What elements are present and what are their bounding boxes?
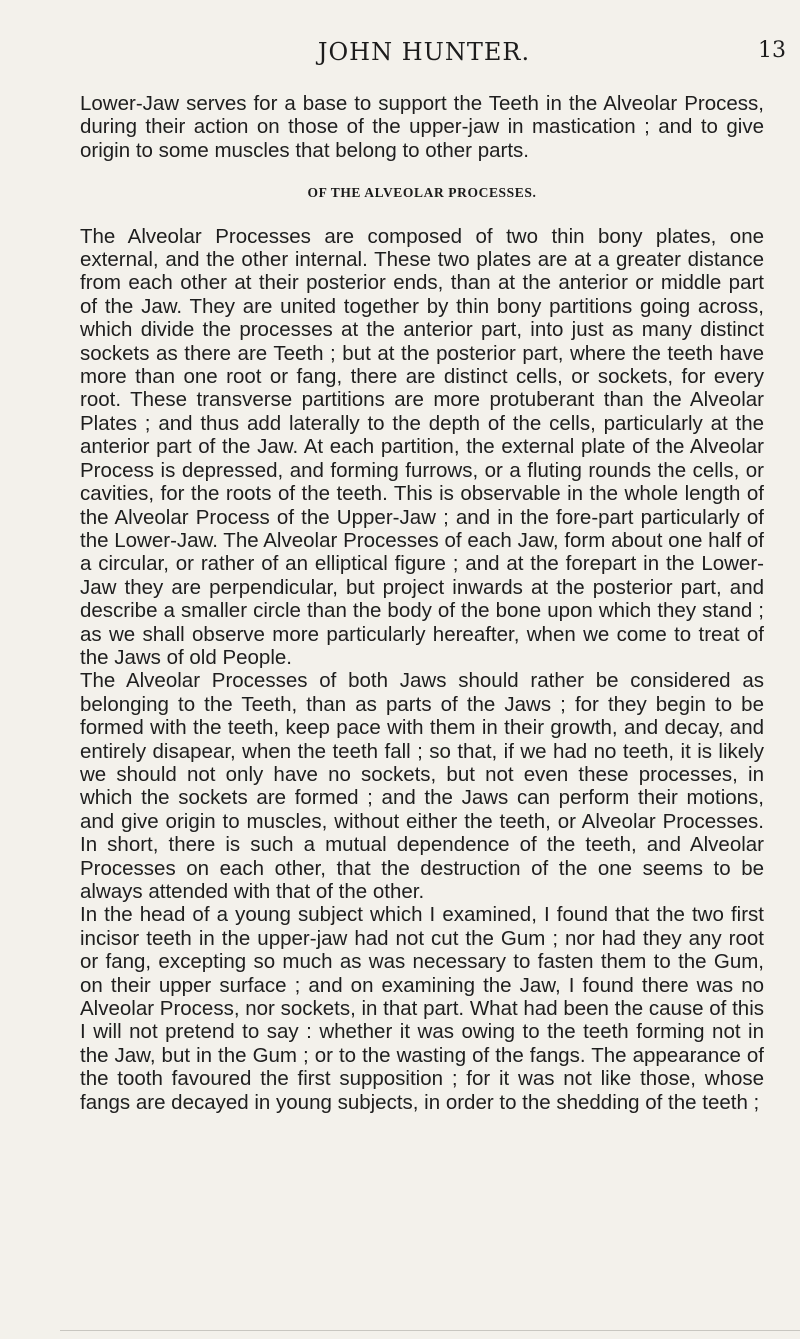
running-title: JOHN HUNTER. [317, 38, 531, 66]
body-text [80, 92, 764, 1114]
paragraph-young-subject: In the head of a young subject which I examined, I found that the two first incisor teeth in the upper-jaw had not cut the Gum ; nor had they any root or fang, excepting so much as was necessary to fasten them to the Gum, on their upper surface ; and on examining the Jaw, I found there was no Alveolar Process, nor sockets, in that part. What had been the cause of this I will not pretend to say : whether it was owing to the teeth forming not in the Jaw, but in the Gum ; or to the wasting of the fangs. The appearance of the tooth favoured the first supposition ; for it was not like those, whose fangs are decayed in young subjects, in order to the shedding of the teeth ; [80, 903, 764, 1114]
page-bottom-edge [60, 1330, 800, 1331]
page-number: 13 [758, 38, 786, 63]
paragraph-alveolar-structure: The Alveolar Processes are composed of two thin bony plates, one external, and the other internal. These two plates are at a greater distance from each other at their posterior ends, than at the anterior or middle part of the Jaw. They are united together by thin bony partitions going across, which divide the processes at the anterior part, into just as many distinct sockets as there are Teeth ; but at the posterior part, where the teeth have more than one root or fang, there are distinct cells, or sockets, for every root. These transverse partitions are more protuberant than the Alveolar Plates ; and thus add laterally to the depth of the cells, particularly at the anterior part of the Jaw. At each partition, the external plate of the Alveolar Process is depressed, and forming furrows, or a fluting rounds the cells, or cavities, for the roots of the teeth. This is observable in the whole length of the Alveolar Process of the Upper-Jaw ; and in the fore-part particularly of the Lower-Jaw. The Alveolar Processes of each Jaw, form about one half of a circular, or rather of an elliptical figure ; and at the forepart in the Lower-Jaw they are perpendicular, but project inwards at the posterior part, and describe a smaller circle than the body of the bone upon which they stand ; as we shall observe more particularly hereafter, when we come to treat of the Jaws of old People. [80, 224, 764, 669]
section-heading: OF THE ALVEOLAR PROCESSES. [307, 185, 537, 201]
paragraph-alveolar-dependence: The Alveolar Processes of both Jaws should rather be considered as belonging to the Teeth, than as parts of the Jaws ; for they begin to be formed with the teeth, keep pace with them in their growth, and decay, and entirely disapear, when the teeth fall ; so that, if we had no teeth, it is likely we should not only have no sockets, but not even these processes, in which the sockets are formed ; and the Jaws can perform their motions, and give origin to muscles, without either the teeth, or Alveolar Processes. In short, there is such a mutual dependence of the teeth, and Alveolar Processes on each other, that the destruction of the one seems to be always attended with that of the other. [80, 669, 764, 903]
running-head [62, 38, 786, 68]
opening-paragraph: Lower-Jaw serves for a base to support the Teeth in the Alveolar Process, during their action on those of the upper-jaw in mastication ; and to give origin to some muscles that belong to other parts. [80, 92, 764, 162]
